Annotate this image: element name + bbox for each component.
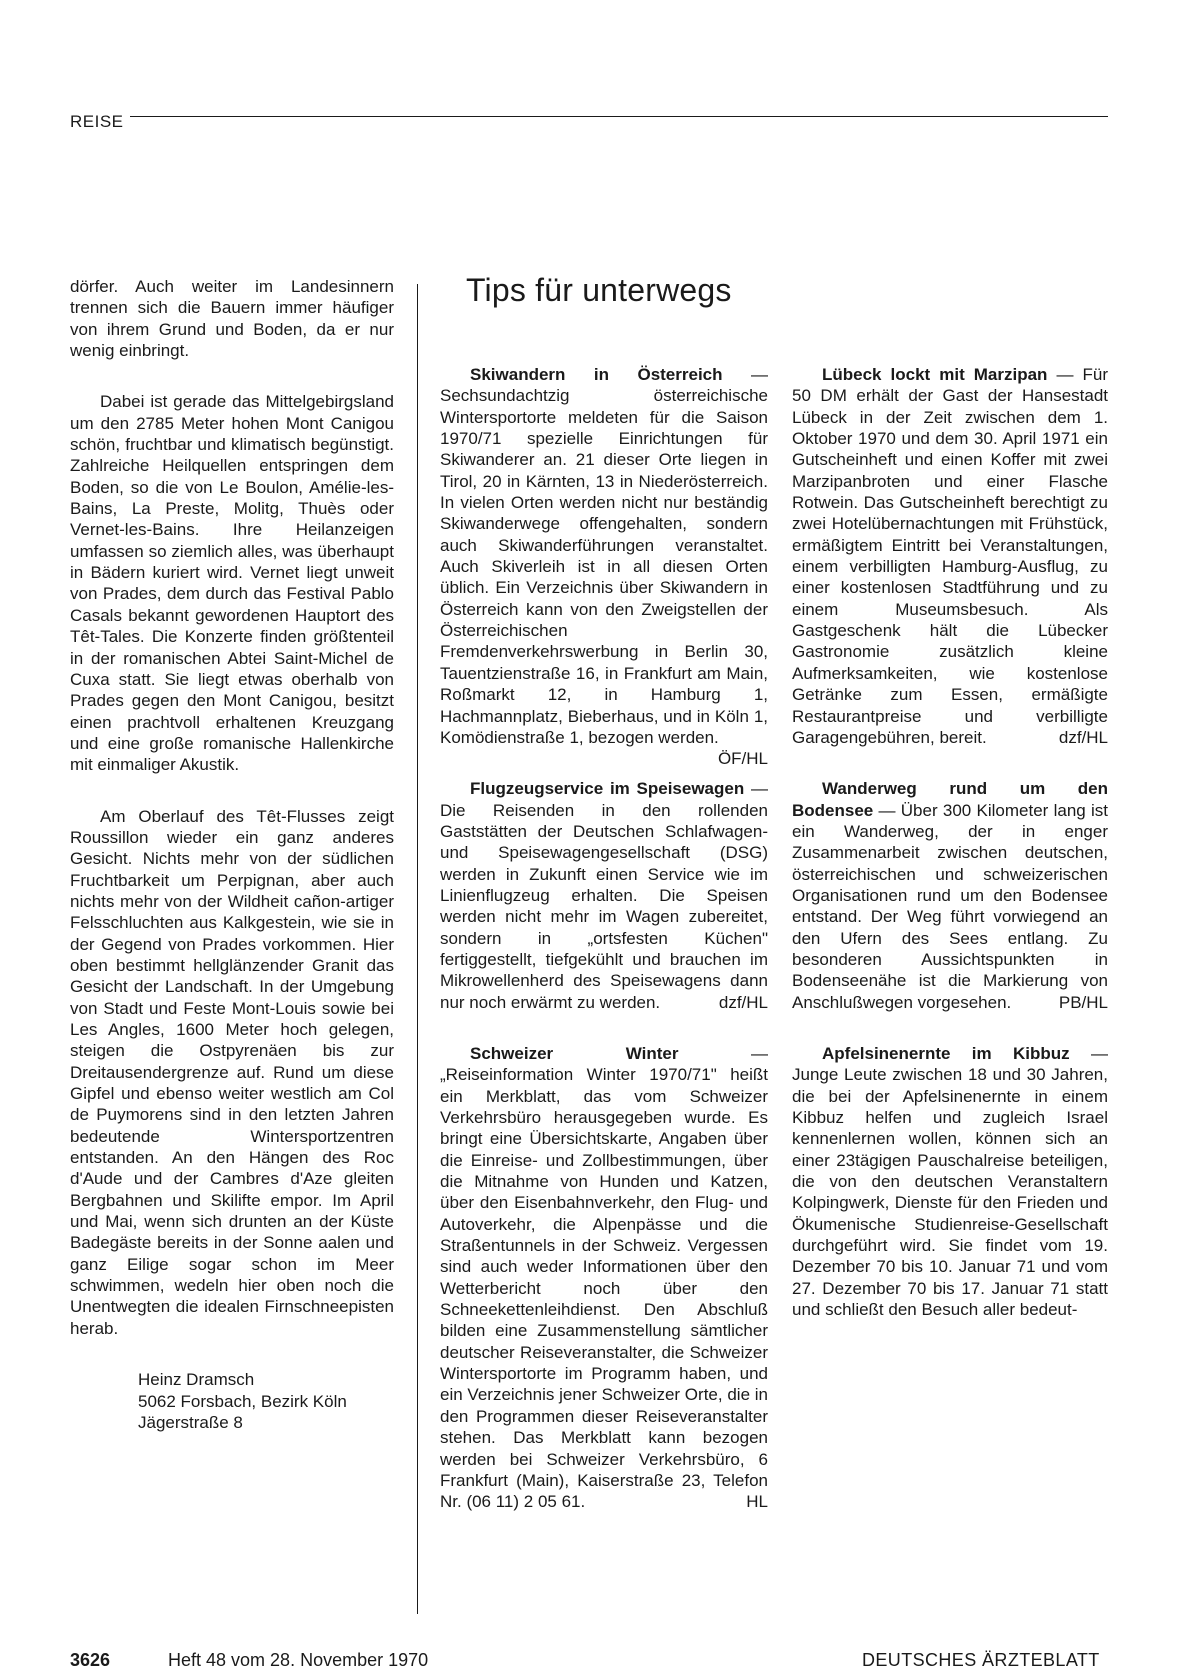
tip-signature: PB/HL [1058, 992, 1108, 1012]
tip-body: Die Reisenden in den rollenden Gaststätten der Deutschen Schlafwagen- und Speisewagengesellschaft (DSG) werden in Zukunft einen Service wie im Linienflugzeug erhalten. Die Speisen werden nicht mehr im Wagen zubereitet, sondern in „ortsfesten Küchen" fertiggestellt, tiefgekühlt und brauchen im Mikrowellenherd des Speisewagens dann nur noch erwärmt zu werden. [440, 800, 768, 1012]
section-label: REISE [70, 112, 124, 131]
tip-title: Skiwandern in Österreich [470, 365, 723, 384]
header-rule [130, 116, 1108, 117]
tip-body: Junge Leute zwischen 18 und 30 Jahren, die bei der Apfelsinenernte in einem Kibbuz helfen und zugleich Israel kennenlernen wollen, können sich an einer 23tägigen Pauschalreise beteiligen, die von den deutschen Veranstaltern Kolpingwerk, Dienste für den Frieden und Ökumenische Studienreise-Gesellschaft durchgeführt wird. Sie findet vom 19. Dezember 70 bis 10. Januar 71 und vom 27. Dezember 70 bis 17. Januar 71 statt und schließt den Besuch aller bedeut- [792, 1065, 1108, 1320]
tip-body: „Reiseinformation Winter 1970/71" heißt ein Merkblatt, das vom Schweizer Verkehrsbüro herausgegeben wurde. Es bringt eine Übersichtskarte, Angaben über die Einreise- und Zollbestimmungen, über die Mitnahme von Hunden und Katzen, über den Eisenbahnverkehr, den Flug- und Autoverkehr, die Alpenpässe und die Straßentunnels in der Schweiz. Vergessen sind auch weder Informationen über den Wetterbericht noch über den Schneekettenleihdienst. Den Abschluß bilden eine Zusammenstellung sämtlicher deutscher Reiseveranstalter, die Schweizer Wintersportorte im Programm haben, und ein Verzeichnis jener Schweizer Orte, die in den Programmen dieser Reiseveranstalter stehen. Das Merkblatt kann bezogen werden bei Schweizer Verkehrsbüro, 6 Frankfurt (Main), Kaiserstraße 23, Telefon Nr. (06 11) 2 05 61. [440, 1065, 768, 1512]
tip-item [792, 364, 1108, 748]
tip-item [440, 778, 768, 1013]
title-separator: — [678, 1043, 768, 1063]
tip-signature: dzf/HL [1058, 727, 1108, 747]
tip-body: Sechsundachtzig österreichische Wintersportorte meldeten für die Saison 1970/71 spezielle Einrichtungen für Skiwanderer an. 21 dieser Orte liegen in Tirol, 20 in Kärnten, 13 in Niederösterreich. In vielen Orten werden nicht nur beständig Skiwanderwege offengehalten, sondern auch Skiwanderführungen veranstaltet. Auch Skiverleih ist in all diesen Orten üblich. Ein Verzeichnis über Skiwandern in Österreich kann von den Zweigstellen der Österreichischen Fremdenverkehrswerbung in Berlin 30, Tauentzienstraße 16, in Frankfurt am Main, Roßmarkt 12, in Hamburg 1, Hachmannplatz, Bieberhaus, und in Köln 1, Komödienstraße 1, bezogen werden. [440, 386, 768, 747]
tip-title: Schweizer Winter [470, 1043, 679, 1063]
title-separator: — [744, 779, 768, 799]
paragraph: Am Oberlauf des Têt-Flusses zeigt Roussillon wieder ein ganz anderes Gesicht. Nichts mehr von der südlichen Fruchtbarkeit um Perpignan, aber auch nichts mehr von der Wildheit cañon-artiger Felsschluchten aus Kalkgestein, wie sie in der Gegend von Prades vorkommen. Hier oben bestimmt hellglänzender Granit das Gesicht der Landschaft. In der Umgebung von Stadt und Feste Mont-Louis sowie bei Les Angles, 1600 Meter hoch gelegen, steigen die Ostpyrenäen bis zur Dreitausendergrenze auf. Rund um diese Gipfel und ebenso weiter westlich am Col de Puymorens sind in den letzten Jahren bedeutende Wintersportzentren entstanden. An den Hängen des Roc d'Aude und der Cambres d'Aze gleiten Bergbahnen und Skilifte empor. Im April und Mai, wenn sich drunten an der Küste Badegäste bereits in der Sonne aalen und ganz Eilige sogar schon im Meer schwimmen, wedeln hier oben noch die Unentwegten die idealen Firnschneepisten herab. [70, 806, 394, 1338]
tip-body: Für 50 DM erhält der Gast der Hansestadt Lübeck in der Zeit zwischen dem 1. Oktober 1970 und dem 30. April 1971 ein Gutscheinheft und einen Koffer mit zwei Marzipanbroten und einer Flasche Rotwein. Das Gutscheinheft berechtigt zu zwei Hotelübernachtungen mit Frühstück, ermäßigtem Eintritt bei Veranstaltungen, einem verbilligten Hamburg-Ausflug, zu einer kostenlosen Stadtführung und zu einem Museumsbesuch. Als Gastgeschenk hält die Lübecker Gastronomie zusätzlich kleine Aufmerksamkeiten, wie kostenlose Getränke zum Essen, ermäßigte Restaurantpreise und verbilligte Garagengebühren, bereit. [792, 365, 1108, 747]
tip-title: Wanderweg rund um den Bodensee [792, 779, 1108, 820]
tip-title: Lübeck lockt mit Marzipan [822, 365, 1048, 384]
paragraph: Dabei ist gerade das Mittelgebirgsland um den 2785 Meter hohen Mont Canigou schön, fruchtbar und klimatisch begünstigt. Zahlreiche Heilquellen entspringen dem Boden, so die von Le Boulon, Amélie-les-Bains, La Preste, Molitg, Thuès oder Vernet-les-Bains. Ihre Heilanzeigen umfassen so ziemlich alles, was überhaupt in Bädern kuriert wird. Vernet liegt unweit von Prades, dem durch das Festival Pablo Casals bekannt gewordenen Hauptort des Têt-Tales. Die Konzerte finden größtenteil in der romanischen Abtei Saint-Michel de Cuxa statt. Sie liegt etwas oberhalb von Prades gegen den Mont Canigou, besitzt einen prachtvoll erhaltenen Kreuzgang und eine große romanische Hallenkirche mit einmaliger Akustik. [70, 392, 394, 775]
paragraph: dörfer. Auch weiter im Landesinnern trennen sich die Bauern immer häufiger von ihrem Grund und Boden, da er nur wenig einbringt. [70, 277, 394, 361]
tip-signature: HL [746, 1492, 768, 1512]
author-block [70, 1369, 394, 1433]
issue-info: Heft 48 vom 28. November 1970 [168, 1650, 429, 1670]
tip-signature: ÖF/HL [717, 749, 768, 769]
tip-title: Apfelsinenernte im Kibbuz [822, 1043, 1070, 1063]
tip-title: Flugzeugservice im Speisewagen [470, 779, 745, 799]
column-left [70, 276, 394, 1433]
column-middle [440, 364, 768, 1543]
author-street: Jägerstraße 8 [138, 1412, 243, 1432]
tip-item [792, 778, 1108, 1013]
title-separator: — [722, 365, 768, 384]
journal-name: DEUTSCHES ÄRZTEBLATT [862, 1650, 1100, 1670]
title-separator: — [873, 800, 901, 820]
title-separator: — [1047, 365, 1083, 384]
tip-signature: dzf/HL [718, 992, 768, 1012]
tip-item-continues [440, 1043, 768, 1513]
tip-item [792, 1043, 1108, 1320]
column-divider [417, 284, 418, 1614]
tip-body: Über 300 Kilometer lang ist ein Wanderweg, der in enger Zusammenarbeit zwischen deutschen, österreichischen und schweizerischen Organisationen rund um den Bodensee entstand. Der Weg führt vorwiegend an den Ufern des Sees entlang. Zu besonderen Aussichtspunkten in Bodenseenähe ist die Markierung von Anschlußwegen vorgesehen. [792, 800, 1108, 1012]
column-right [792, 364, 1108, 1350]
tip-item [440, 364, 768, 769]
title-separator: — [1069, 1043, 1108, 1063]
author-address: 5062 Forsbach, Bezirk Köln [138, 1391, 347, 1411]
headline: Tips für unterwegs [466, 272, 732, 308]
author-name: Heinz Dramsch [138, 1370, 255, 1390]
page-number: 3626 [70, 1650, 111, 1670]
